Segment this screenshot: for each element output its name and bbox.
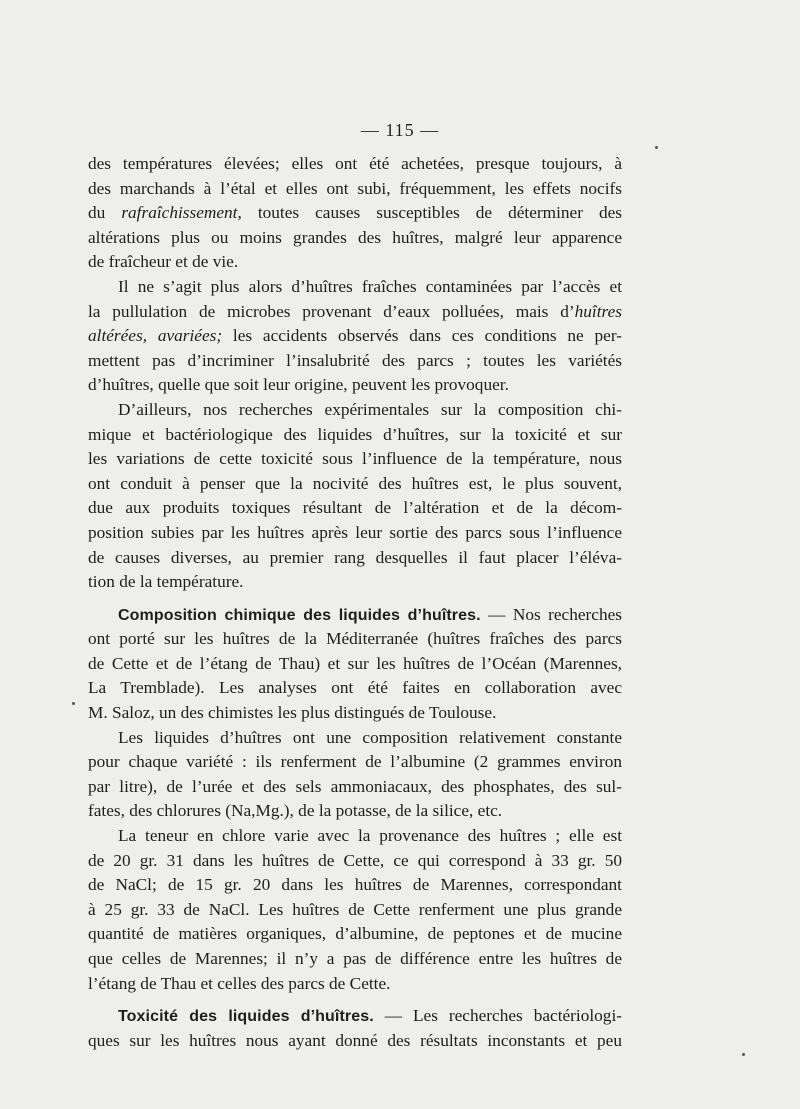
section-heading-line: Toxicité des liquides d’huîtres. — Les recherches bactériologi- — [118, 1006, 622, 1026]
text-line: mique et bactériologique des liquides d’huîtres, sur la toxicité et sur — [88, 424, 622, 444]
text-line: d’huîtres, quelle que soit leur origine, peuvent les provoquer. — [88, 375, 509, 395]
italic-term: rafraîchissement — [121, 203, 238, 223]
text-line: tion de la température. — [88, 572, 244, 592]
text-line: quantité de matières organiques, d’albumine, de peptones et de mucine — [88, 924, 622, 944]
text-line: de causes diverses, au premier rang desquelles il faut placer l’éléva- — [88, 547, 622, 567]
text-line: à 25 gr. 33 de NaCl. Les huîtres de Cette renferment une plus grande — [88, 899, 622, 919]
text-line: position subies par les huîtres après leur sortie des parcs sous l’influence — [88, 522, 622, 542]
section-heading-line: Composition chimique des liquides d’huîtres. — Nos recherches — [118, 604, 622, 624]
text-line: les variations de cette toxicité sous l’influence de la température, nous — [88, 449, 622, 469]
section-heading: Composition chimique des liquides d’huîtres. — [118, 606, 481, 624]
italic-term: altérées, avariées; — [88, 326, 223, 346]
paper-speck — [72, 702, 75, 705]
text-line: mettent pas d’incriminer l’insalubrité des parcs ; toutes les variétés — [88, 350, 622, 370]
paper-speck — [742, 1053, 745, 1056]
text-line: altérées, avariées; les accidents observés dans ces conditions ne per- — [88, 326, 622, 346]
text-line: de 20 gr. 31 dans les huîtres de Cette, ce qui correspond à 33 gr. 50 — [88, 850, 622, 870]
paper-speck — [655, 146, 658, 149]
text-line: ont porté sur les huîtres de la Méditerranée (huîtres fraîches des parcs — [88, 629, 622, 649]
text-line: La teneur en chlore varie avec la provenance des huîtres ; elle est — [118, 826, 622, 846]
section-heading: Toxicité des liquides d’huîtres. — [118, 1008, 374, 1026]
text-line: la pullulation de microbes provenant d’eaux polluées, mais d’huîtres — [88, 301, 622, 321]
text-line: de NaCl; de 15 gr. 20 dans les huîtres de Marennes, correspondant — [88, 875, 622, 895]
text-line: Les liquides d’huîtres ont une composition relativement constante — [118, 727, 622, 747]
text-line: ont conduit à penser que la nocivité des huîtres est, le plus souvent, — [88, 473, 622, 493]
page-number: — 115 — — [360, 120, 440, 140]
text-line: Il ne s’agit plus alors d’huîtres fraîches contaminées par l’accès et — [118, 276, 622, 296]
text-line: que celles de Marennes; il n’y a pas de différence entre les huîtres de — [88, 949, 622, 968]
text-line: D’ailleurs, nos recherches expérimentales sur la composition chi- — [118, 399, 622, 419]
text-line: pour chaque variété : ils renferment de l’albumine (2 grammes environ — [88, 752, 622, 772]
text-line: des températures élevées; elles ont été achetées, presque toujours, à — [88, 154, 622, 173]
text-line: due aux produits toxiques résultant de l’altération et de la décom- — [88, 498, 622, 518]
text-line: La Tremblade). Les analyses ont été faites en collaboration avec — [88, 678, 622, 698]
body-text — [88, 152, 622, 1053]
text-line: altérations plus ou moins grandes des huîtres, malgré leur apparence — [88, 227, 622, 247]
text-line: de fraîcheur et de vie. — [88, 252, 239, 272]
text-line: l’étang de Thau et celles des parcs de Cette. — [88, 973, 391, 993]
text-line: par litre), de l’urée et des sels ammoniacaux, des phosphates, des sul- — [88, 776, 622, 796]
italic-term: huîtres — [574, 301, 622, 321]
text-line: du rafraîchissement, toutes causes susceptibles de déterminer des — [88, 203, 623, 223]
text-line: ques sur les huîtres nous ayant donné des résultats inconstants et peu — [88, 1030, 622, 1050]
text-line: M. Saloz, un des chimistes les plus distingués de Toulouse. — [88, 703, 497, 723]
text-line: fates, des chlorures (Na,Mg.), de la potasse, de la silice, etc. — [88, 801, 503, 821]
text-line: des marchands à l’étal et elles ont subi, fréquemment, les effets nocifs — [88, 178, 622, 198]
text-line: de Cette et de l’étang de Thau) et sur les huîtres de l’Océan (Marennes, — [88, 653, 622, 673]
